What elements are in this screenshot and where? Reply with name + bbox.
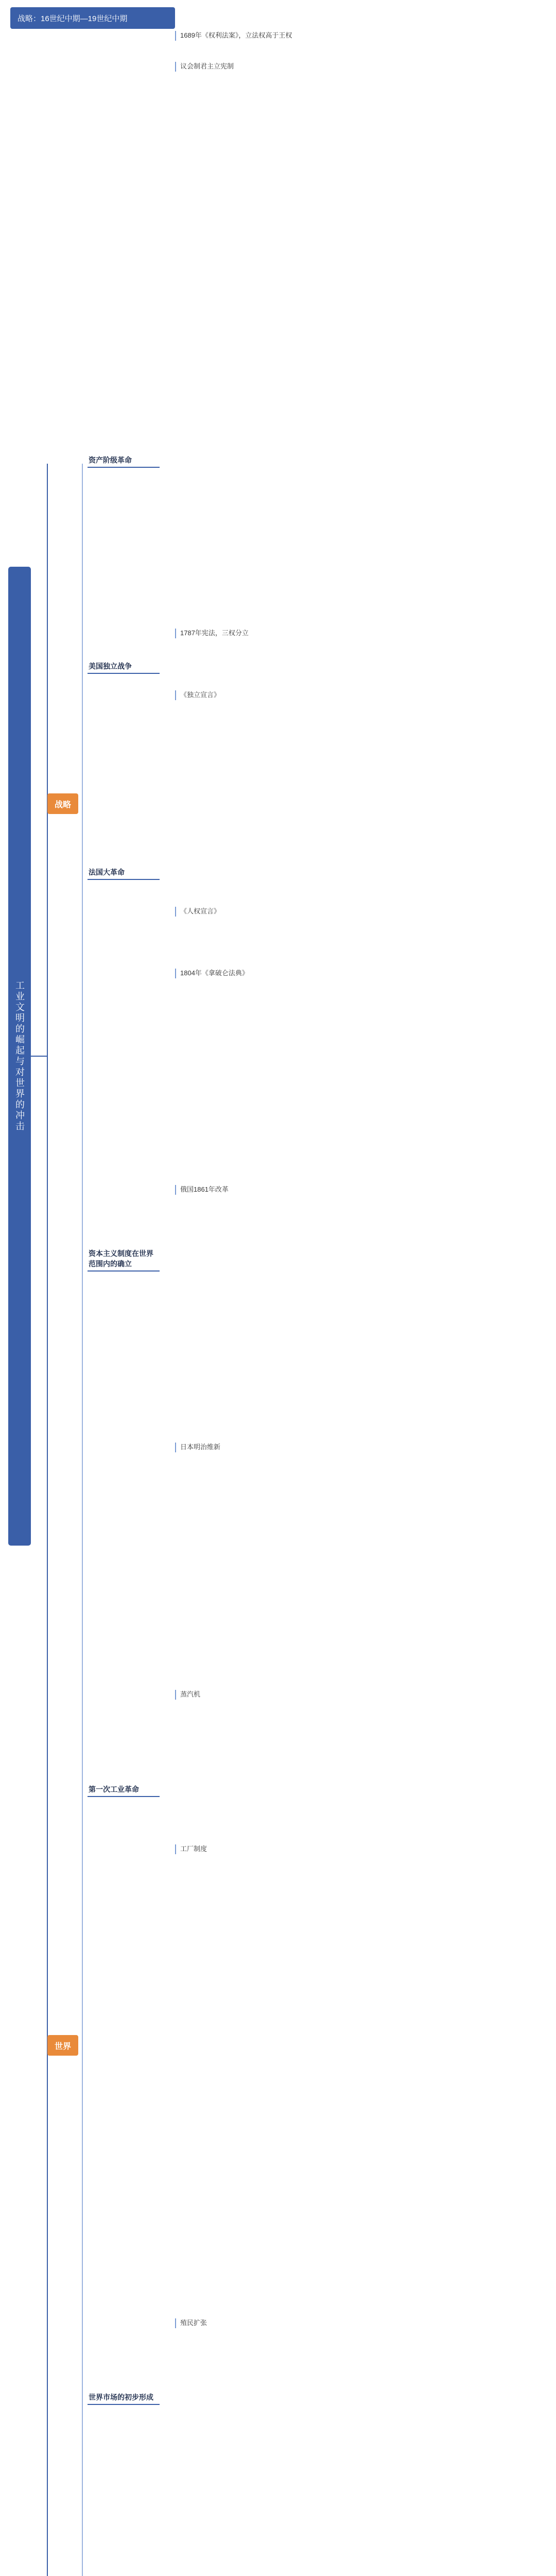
detail-note[interactable]: 1787年宪法，三权分立 — [175, 629, 360, 638]
detail-note[interactable]: 工厂制度 — [175, 1844, 360, 1854]
section-node[interactable]: 第一次工业革命 — [88, 1783, 160, 1797]
page-title: 战略：16世纪中期—19世纪中期 — [10, 7, 175, 29]
detail-note[interactable]: 殖民扩张 — [175, 2318, 360, 2328]
detail-note[interactable]: 《独立宣言》 — [175, 690, 360, 700]
section-node[interactable]: 资产阶级革命 — [88, 453, 160, 468]
root-topic[interactable]: 工业文明的崛起与对世界的冲击 — [8, 567, 31, 1546]
era-node[interactable]: 世界 — [47, 2035, 78, 2056]
detail-note[interactable]: 蒸汽机 — [175, 1690, 360, 1700]
section-node[interactable]: 世界市场的初步形成 — [88, 2391, 160, 2405]
section-node[interactable]: 美国独立战争 — [88, 659, 160, 674]
detail-note[interactable]: 《人权宣言》 — [175, 907, 360, 917]
era-node[interactable]: 战略 — [47, 793, 78, 814]
detail-note[interactable]: 1689年《权利法案》，立法权高于王权 — [175, 31, 360, 41]
detail-note[interactable]: 1804年《拿破仑法典》 — [175, 969, 360, 978]
detail-note[interactable]: 俄国1861年改革 — [175, 1185, 360, 1195]
detail-note[interactable]: 议会制君主立宪制 — [175, 62, 360, 72]
detail-note[interactable]: 日本明治维新 — [175, 1443, 360, 1452]
section-node[interactable]: 资本主义制度在世界范围内的确立 — [88, 1247, 160, 1272]
section-node[interactable]: 法国大革命 — [88, 866, 160, 880]
